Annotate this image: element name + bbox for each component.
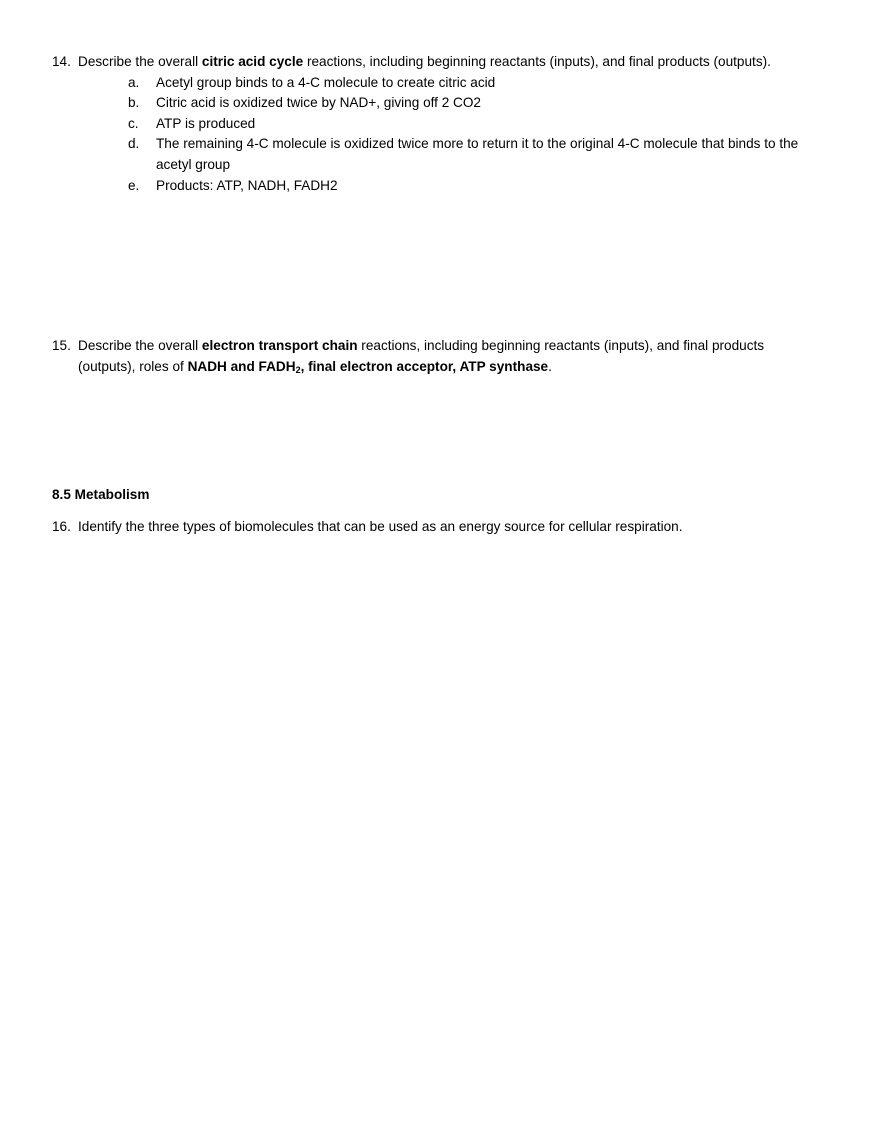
- answer-text: The remaining 4-C molecule is oxidized twice more to return it to the original 4-C molecule that binds to the acetyl group: [156, 136, 799, 172]
- section-heading: 8.5 Metabolism: [52, 487, 150, 502]
- subscript-2: 2: [295, 364, 301, 375]
- answer-letter: a.: [128, 74, 140, 90]
- question-16: [52, 517, 832, 538]
- answer-text: Products: ATP, NADH, FADH2: [156, 177, 338, 193]
- answer-list: [52, 73, 832, 197]
- question-number: 16.: [52, 519, 71, 534]
- question-text: [78, 52, 832, 73]
- answer-letter: e.: [128, 177, 140, 193]
- question-bold-term: electron transport chain: [201, 338, 358, 353]
- question-number: 14.: [52, 54, 71, 69]
- question-bold-roles: [188, 359, 549, 374]
- bold-roles-part-a: NADH and FADH: [187, 358, 296, 374]
- question-15: [52, 336, 812, 377]
- question-text: Identify the three types of biomolecules that can be used as an energy source for cellular respiration.: [78, 519, 683, 534]
- answer-text: ATP is produced: [156, 115, 256, 131]
- question-prefix: Describe the overall: [78, 338, 202, 353]
- answer-text: Acetyl group binds to a 4-C molecule to create citric acid: [156, 74, 496, 90]
- answer-letter: c.: [128, 115, 139, 131]
- question-suffix: reactions, including beginning reactants (inputs), and final products (outputs).: [303, 54, 771, 69]
- answer-item-b: [52, 93, 832, 114]
- question-prefix: Describe the overall: [78, 54, 202, 69]
- answer-letter: d.: [128, 136, 140, 152]
- answer-text: Citric acid is oxidized twice by NAD+, giving off 2 CO2: [156, 95, 481, 111]
- answer-letter: b.: [128, 95, 140, 111]
- answer-item-e: [52, 176, 832, 197]
- question-end: .: [548, 358, 552, 374]
- question-middle: reactions, including beginning reactants (inputs), and final products (outputs), roles of: [78, 338, 765, 374]
- question-bold-term: citric acid cycle: [201, 54, 304, 69]
- question-14: [52, 52, 832, 196]
- question-number: 15.: [52, 338, 71, 353]
- answer-item-a: [52, 73, 832, 94]
- question-text: [78, 336, 812, 377]
- answer-item-c: [52, 114, 832, 135]
- answer-item-d: [52, 134, 832, 175]
- bold-roles-part-b: , final electron acceptor, ATP synthase: [300, 358, 549, 374]
